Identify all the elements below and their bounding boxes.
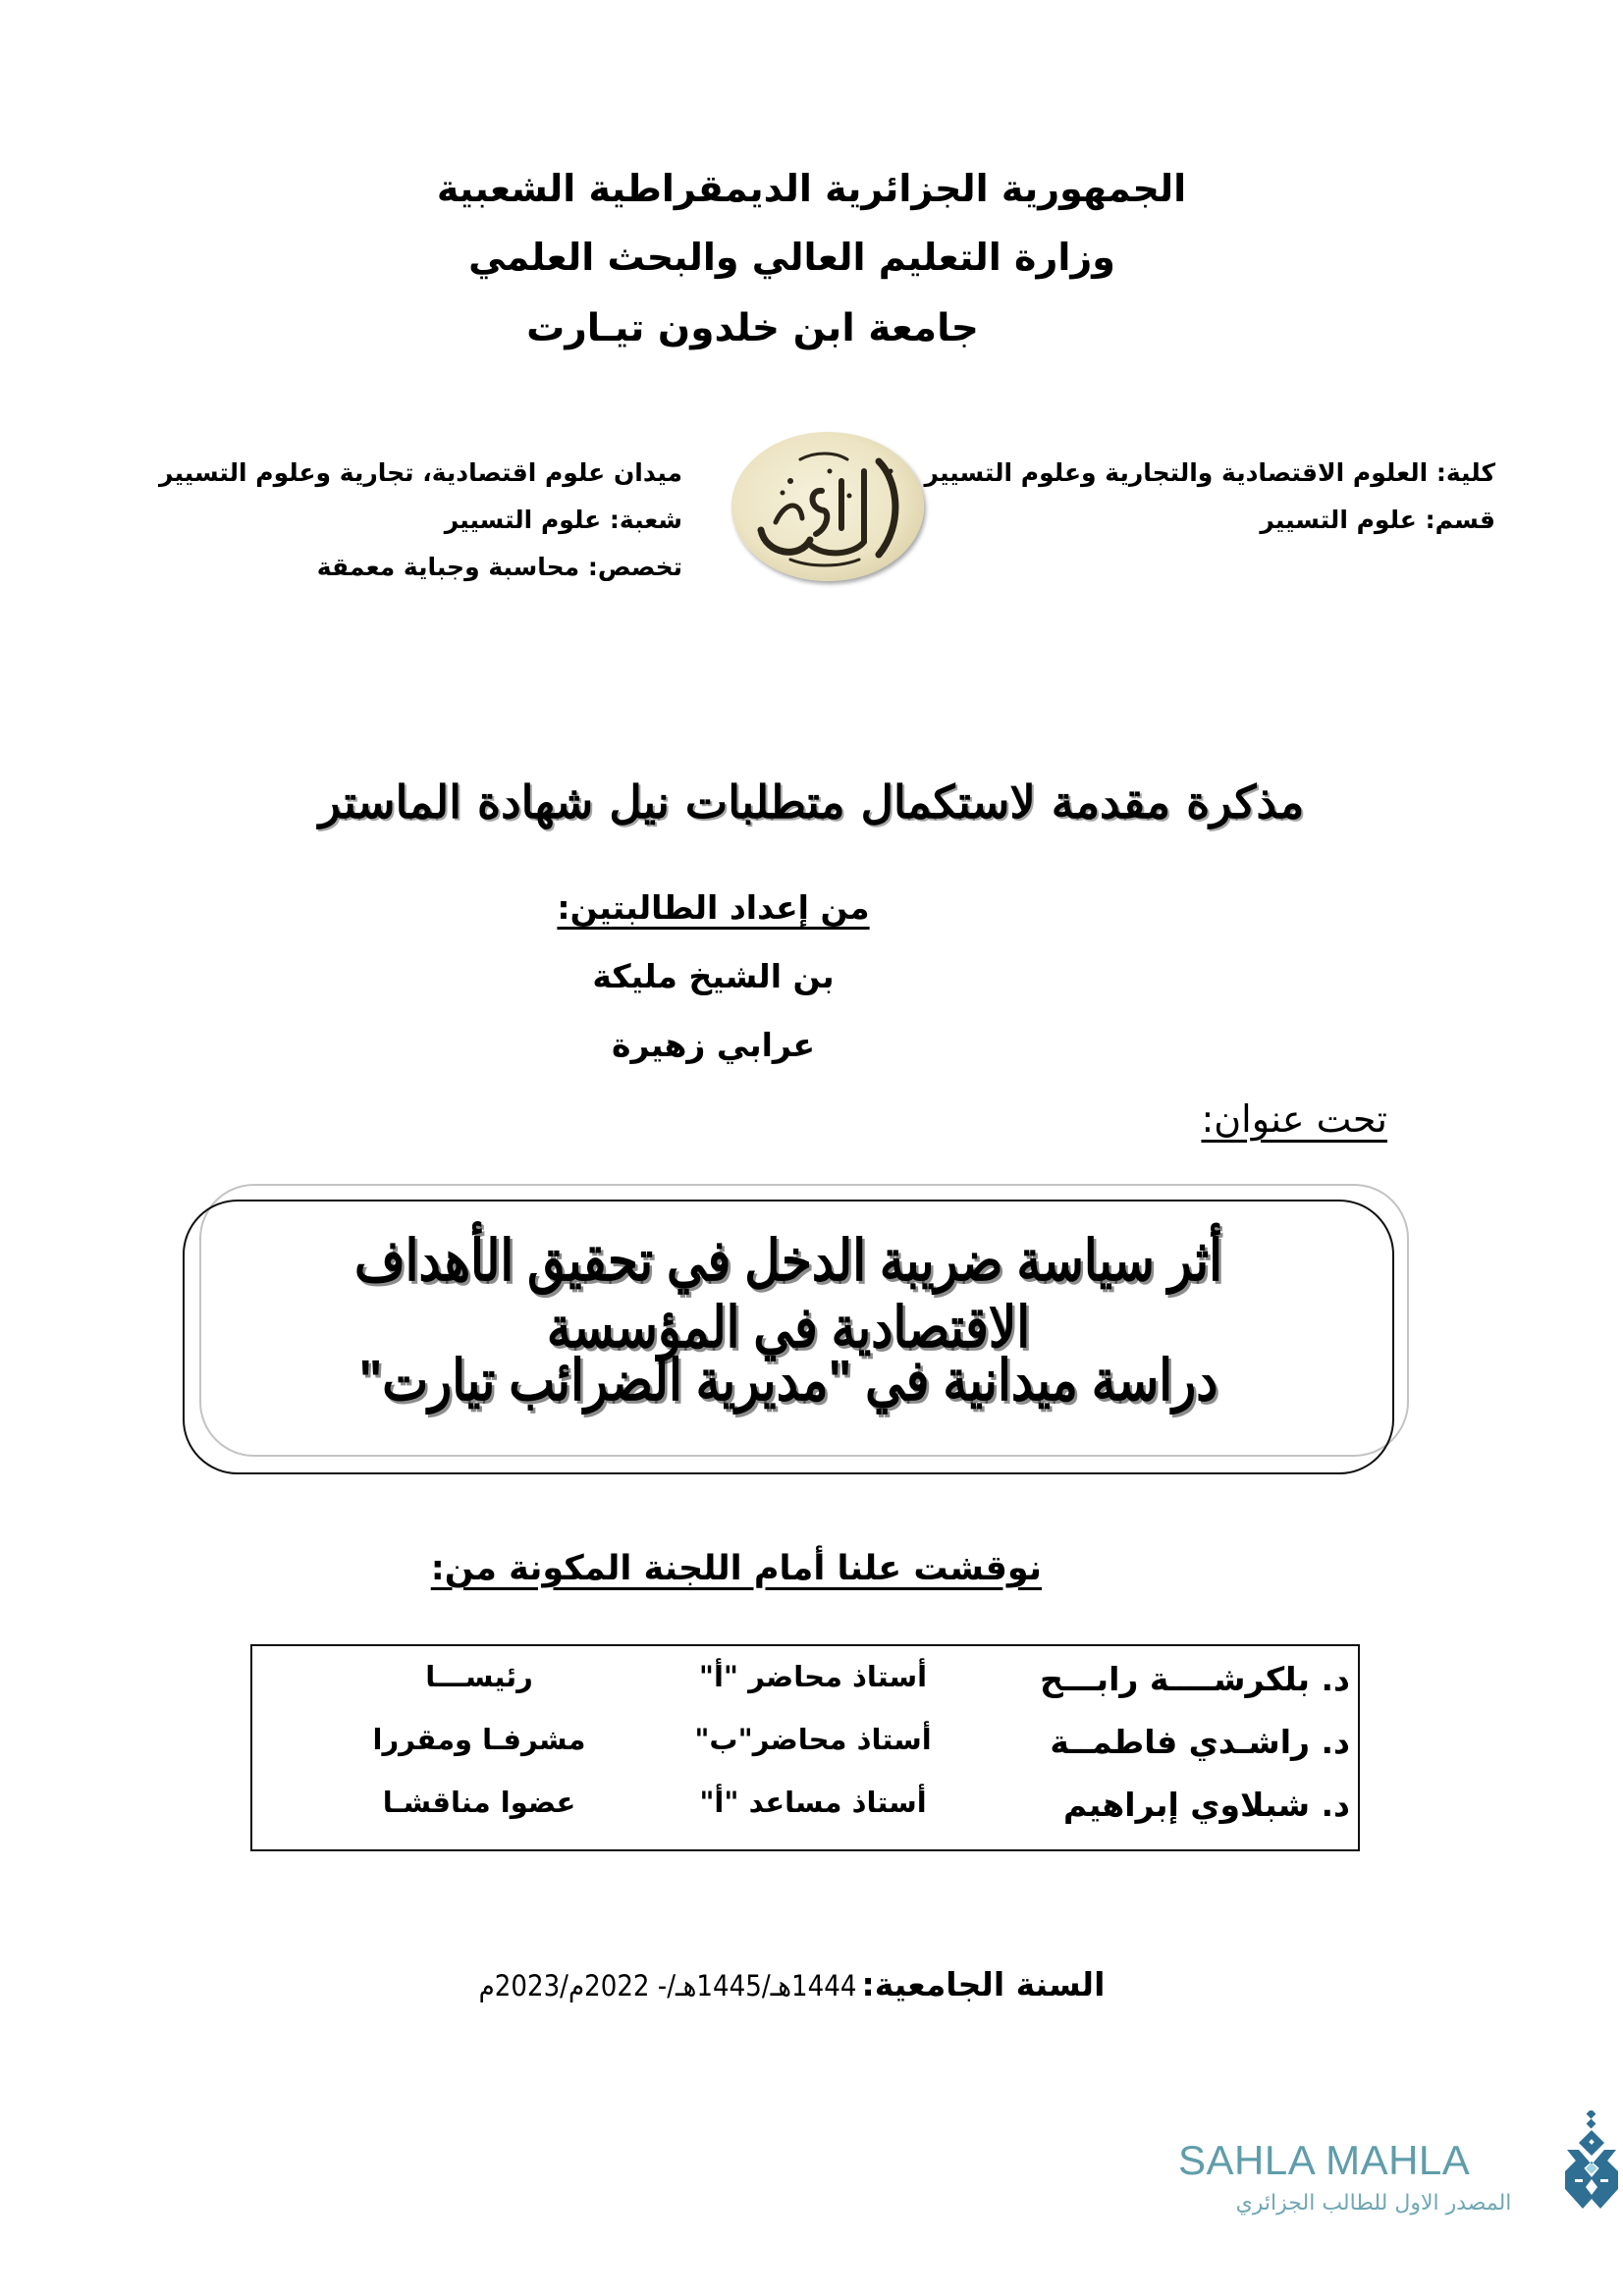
member-rank: أستاذ مساعد "أ" xyxy=(699,1786,927,1819)
student-name-2: عرابي زهيرة xyxy=(611,1026,815,1064)
watermark-tagline: المصدر الاول للطالب الجزائري xyxy=(1235,2191,1512,2216)
memo-title: مذكرة مقدمة لاستكمال متطلبات نيل شهادة الماستر xyxy=(318,775,1305,828)
ibn-khaldoun-calligraphy-icon xyxy=(731,432,924,581)
member-role: مشرفـا ومقررا xyxy=(372,1723,586,1756)
academic-year-label: السنة الجامعية: xyxy=(861,1965,1106,2003)
faculty-label: كلية: العلوم الاقتصادية والتجارية وعلوم التسيير xyxy=(924,458,1495,487)
member-role: رئيســـا xyxy=(425,1660,533,1693)
student-name-1: بن الشيخ مليكة xyxy=(592,957,835,995)
thesis-title-line-2: دراسة ميدانية في "مديرية الضرائب تيارت" xyxy=(358,1349,1218,1413)
committee-label xyxy=(431,1549,1042,1588)
committee-row xyxy=(252,1723,1358,1780)
thesis-title-line-1: أثر سياسة ضريبة الدخل في تحقيق الأهداف الاقتصادية في المؤسسة xyxy=(353,1229,1223,1360)
committee-table xyxy=(250,1644,1360,1851)
branch-label: شعبة: علوم التسيير xyxy=(444,506,682,534)
sahla-mahla-emblem-icon xyxy=(1561,2110,1622,2214)
watermark-brand: SAHLA MAHLA xyxy=(1178,2137,1471,2183)
specialty-label: تخصص: محاسبة وجباية معمقة xyxy=(316,553,682,581)
faculty-info xyxy=(925,450,1495,544)
university-logo xyxy=(731,432,924,581)
header-republic: الجمهورية الجزائرية الديمقراطية الشعبية xyxy=(436,167,1187,210)
students-label xyxy=(0,888,1525,927)
committee-row xyxy=(252,1660,1358,1717)
domain-label: ميدان علوم اقتصادية، تجارية وعلوم التسيير xyxy=(159,458,682,487)
department-label: قسم: علوم التسيير xyxy=(1260,506,1495,534)
member-name: د. راشـدي فاطمــة xyxy=(1050,1723,1350,1761)
thesis-label xyxy=(1201,1097,1387,1141)
committee-label-text: نوقشت علنا أمام اللجنة المكونة من: xyxy=(430,1549,1042,1588)
header-university: جامعة ابن خلدون تيـارت xyxy=(526,306,979,350)
committee-row xyxy=(252,1786,1358,1842)
member-name: د. بلكرشــــة رابـــح xyxy=(1040,1660,1350,1698)
member-rank: أستاذ محاضر"ب" xyxy=(694,1723,932,1756)
header-ministry: وزارة التعليم العالي والبحث العلمي xyxy=(468,236,1115,279)
field-info xyxy=(159,450,682,591)
students-label-text: من إعداد الطالبتين: xyxy=(557,888,870,927)
member-role: عضوا مناقشـا xyxy=(382,1786,576,1819)
member-name: د. شبلاوي إبراهيم xyxy=(1063,1786,1350,1824)
thesis-label-text: تحت عنوان: xyxy=(1201,1097,1387,1141)
academic-year xyxy=(0,1965,1603,2003)
academic-year-value: 1444هـ/1445هـ/- 2022م/2023م xyxy=(478,1969,857,2002)
member-rank: أستاذ محاضر "أ" xyxy=(698,1660,928,1693)
